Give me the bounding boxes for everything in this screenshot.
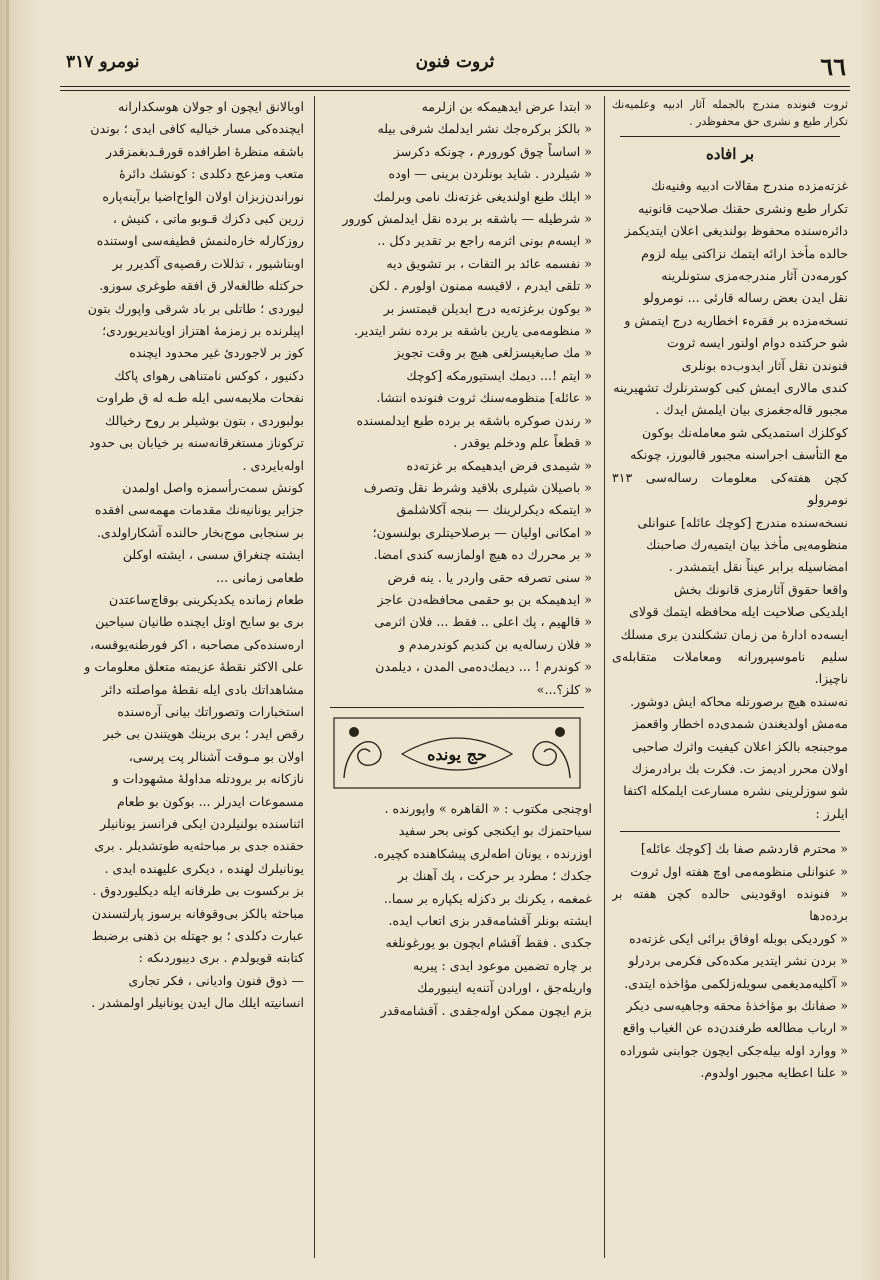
text-line: « ايسه‌م بونى اثرمه راجع بر تقدير دكل .. <box>377 233 592 249</box>
text-line: مسموعات ايدرلر ... بوكون بو طعام <box>117 793 304 809</box>
text-line: على الاكثر نقطهٔ عزيمته متعلق معلومات و <box>84 659 304 675</box>
text-line: برى بو سايح اوتل ايچنده طانيان سياحين <box>95 614 304 630</box>
text-line: حالده مأخذ ارائه ايتمك نزاكتى بيله لزوم <box>641 245 848 261</box>
text-line: نفحات ملايمه‌سى ايله طـه له ق طراوت <box>96 390 304 406</box>
text-line: موجبنجه بالكز اعلان كيفيت واثرك صاحبى <box>632 738 848 754</box>
text-line: « عائله] منظومه‌سنك ثروت فنونده انتشا. <box>376 390 592 406</box>
text-line: نازكانه بر برودتله مداولهٔ مشهودات و <box>112 771 304 787</box>
text-line: « شيلردر . شايد بونلردن برينى — اوده <box>388 166 592 182</box>
text-line: « ابتدا عرض ايدهيمكه بن ازلرمه <box>421 99 592 114</box>
text-line: غزته‌مزده مندرج مقالات ادبيه وفنيه‌نك <box>651 178 848 194</box>
text-line: رقص ايدر ؛ برى برينك هويتندن بى خبر <box>103 726 304 742</box>
page-header <box>60 52 850 86</box>
text-line: متعب ومزعج دكلدى : كونشك دائرهٔ <box>119 166 304 182</box>
text-line: حركتله طالغه‌لار ق افقه طوغرى سوزو. <box>99 278 304 294</box>
text-line: زرين كبى دكزك قـوبو ماتى ، كنيش ، <box>112 211 304 227</box>
text-line: اولان محرر اديمز ت. فكرت بك برادرمزك <box>631 760 848 776</box>
text-line: اوزرنده ، يونان اطه‌لرى پيشكاهنده كچيره. <box>373 845 592 861</box>
text-line: منظومه‌يى مأخذ بيان ايتميه‌رك صاحبنك <box>646 536 848 552</box>
right-finial-icon <box>555 727 565 737</box>
column-divider-left <box>314 96 315 1258</box>
right-column <box>612 96 848 1258</box>
text-line: « محترم قاردشم صفا بك [كوچك عائله] <box>640 841 848 857</box>
text-line: « قالهيم ، پك اعلى .. فقط ... فلان اثرمى <box>374 614 592 630</box>
text-line: مه‌مش اولديغندن شمدى‌ده اخطار واقعمز <box>632 716 848 732</box>
letter-divider <box>620 831 840 832</box>
ornamental-title-frame <box>322 714 592 792</box>
left-finial-icon <box>349 727 359 737</box>
text-line: « بالكز بركره‌جك نشر ايدلمك شرفى بيله <box>377 121 592 137</box>
text-line: « ارباب مطالعه طرفندن‌ده عن الغياب واقع <box>622 1020 848 1036</box>
text-line: اوبالانق ايچون او جولان هوسكدارانه <box>118 99 304 114</box>
right-scroll-ornament-icon <box>533 742 570 778</box>
text-line: بر سنجابى موج‌بخار حالنده آشكاراولدى. <box>96 524 304 540</box>
text-line: « شرطيله — باشقه بر برده نقل ايدلمش كورور <box>342 211 592 227</box>
header-rule <box>60 86 850 87</box>
text-line: باشقه منظرهٔ اطرافده قورقـدبغمزقدر <box>105 143 304 159</box>
text-line: « كوندرم ! ... ديمك‌ده‌مى المدن ، ديلمدن <box>375 659 592 675</box>
text-line: « امكانى اوليان — برصلاحيتلرى بولنسون؛ <box>372 524 592 540</box>
text-line: مع التأسف اجراسنه مجبور قالبورز، چونكه <box>630 447 848 463</box>
text-line: بر چاره تضمين موعود ايدى : پيريه <box>413 957 592 973</box>
text-line: دائره‌سنده محفوظ بولنديغى اعلان ايتديكمز <box>624 223 848 239</box>
text-line: « اساساً چوق كورورم ، چونكه دكرسز <box>393 143 592 159</box>
text-line: كورمه‌دن آثار مندرجه‌مزى ستونلرينه <box>661 268 848 284</box>
text-line: نسخه‌مزده بر فقره‌ء اخطاريه درج ايتمش و <box>624 312 848 328</box>
text-line: « نفسمه عائد بر التفات ، بر تشويق ديه <box>386 255 592 271</box>
text-line: اثناسنده بولنيلردن ايكى فرانسز يونانيلر <box>99 816 304 831</box>
text-line: « سنى تصرفه حقى واردر يا . ينه فرض <box>387 569 592 585</box>
quoted-letter <box>612 838 848 1084</box>
text-line: عبارت دكلدى ؛ بو جهتله بن ذهنى برضبط <box>91 928 304 944</box>
text-line: روزكارله خاره‌لنمش قطيفه‌سى اوستنده <box>96 233 304 249</box>
text-line: جكدك ؛ مطرد بر حركت ، پك آهنك بر <box>397 868 592 884</box>
note-divider <box>620 136 840 137</box>
text-line: كونش سمت‌رأسمزه واصل اولمدن <box>122 479 304 495</box>
text-line: شو سوزلرينى نشره مسارعت ايلمكله اكتفا <box>623 783 848 799</box>
text-line: بزم ايچون ممكن اوله‌جقدى . آقشامه‌قدر <box>380 1002 592 1018</box>
journal-title: ثروت فنون <box>415 52 495 72</box>
text-line: — ذوق فنون واديانى ، فكر تجارى <box>128 972 304 988</box>
text-line: ايچنده‌كى مسار خياليه كافى ايدى ؛ بوندن <box>90 121 304 137</box>
text-line: اره‌سنده‌كى مصاحبه ، اكر فورطنه‌يوقسه، <box>90 636 304 652</box>
text-line: « مك صايغيسزلغى هيچ بر وقت تجويز <box>394 345 592 361</box>
text-line: « تلقى ايدرم ، لاقيسه ممنون اولورم . لكن <box>369 278 592 294</box>
text-line: بز بركسوت بى طرفانه ايله ديكليوردوق . <box>92 883 304 899</box>
text-line: مباحثه بالكز بى‌وقوفانه برسوز پارلتسندن <box>91 905 304 921</box>
text-line: نسخه‌سنده مندرج [كوچك عائله] عنوانلى <box>637 514 848 530</box>
text-line: « شيمدى فرض ايدهيمكه بر غزته‌ده <box>406 457 592 473</box>
text-line: ايسه‌ده ادارهٔ من زمان تشكلندن برى مسلك <box>620 626 848 642</box>
text-line: « صفانك بو مؤاخذهٔ محقه وجاهيه‌سى ديكر <box>626 998 848 1014</box>
text-line: دكنيور ، كوكس نامتناهى رهواى پاكك <box>114 367 304 383</box>
text-line: « كورديكى بوبله اوفاق برائى ايكى غزته‌ده <box>629 930 848 946</box>
text-line: سليم ناموسپرورانه ومعاملات متقابله‌ى ناچيزا. <box>612 648 848 687</box>
column-divider-right <box>604 96 605 1258</box>
text-line: كچن هفته‌كى معلومات رساله‌سى ٣١٣ نومرولو <box>612 469 848 508</box>
text-line: واقعا حقوق آثارمزى قانونك بخش <box>673 581 848 597</box>
text-line: « بردن نشر ايتدير مكده‌كى فكرمى بردرلو <box>628 953 848 969</box>
quoted-letter-continued <box>322 96 592 701</box>
announcement-text <box>612 175 848 825</box>
text-line: مشاهداتك بادى ايله نقطهٔ مواصلته دائر <box>101 681 304 697</box>
announcement-heading: بر افاده <box>705 145 755 163</box>
section-divider <box>330 707 584 708</box>
text-line: « باصيلان شيلرى بلاقيد وشرط نقل وتصرف <box>363 479 592 495</box>
text-line: ايشته بونلر آقشامه‌قدر بزى اتعاب ايده. <box>388 913 592 928</box>
page-binding-shadow <box>6 0 9 1280</box>
left-scroll-ornament-icon <box>344 742 381 778</box>
text-line: كتابته قويولدم . برى ديبوردىكه : <box>138 950 304 966</box>
text-line: استخبارات وتصوراتك بيانى آره‌سنده <box>117 703 304 719</box>
text-line: « فلان رساله‌يه بن كنديم كوندرمدم و <box>398 636 592 652</box>
text-line: ايشته چنغراق سسى ، ايشته اوكلن <box>122 547 304 563</box>
text-line: « ايتمكه ديكرلرينك — بنجه آكلاشلمق <box>396 502 592 518</box>
text-line: « ايتم !... ديمك ايستيورمكه [كوچك <box>406 367 592 383</box>
middle-column <box>322 96 592 1258</box>
text-line: طعام زمانده يكديكرينى بوقاچ‌ساعتدن <box>109 591 304 607</box>
text-line: طعامى زمانى ... <box>216 569 304 585</box>
text-line: انسانيته ايلك مال ايدن يونانيلر اولمشدر . <box>91 995 304 1011</box>
text-line: نه‌سنده هيچ برصورتله محاكه ايش دوشور. <box>630 693 848 709</box>
text-line: حقنده جدى بر مباحثه‌يه طوتشديلر . برى <box>94 838 304 854</box>
travel-letter-continued <box>60 96 304 1015</box>
text-line: سياحتمزك بو ايكنجى كونى بحر سفيد <box>398 823 592 839</box>
text-line: « رندن صوكره باشقه بر برده طبع ايدلمسنده <box>356 412 592 428</box>
text-line: بولبوردى ، بتون بوشيلر بر روح رخيالك <box>104 412 304 428</box>
text-line: كندى مالارى ايمش كبى كوسترنلرك تشهيرينه <box>613 380 848 396</box>
text-line: اولان بو مـوقت آشنالر پت پرسى، <box>128 748 304 764</box>
text-line: « فنونده اوقودينى حالده كچن هفته بر برده‌دها <box>612 886 848 924</box>
text-line: « آكليه‌مديغمى سويله‌زلكمى مؤاخذه ايتدى. <box>624 975 848 991</box>
text-line: « منظومه‌مى يارين باشقه بر برده نشر ايتدير. <box>353 323 592 339</box>
text-line: اوبناشيور ، تذللات رقصيه‌ى آكديرر بر <box>112 255 304 271</box>
text-line: جزاير يونانيه‌نك مقدمات مهمه‌سى افقده <box>94 502 304 518</box>
text-line: نوراندن‌زبزان اولان الواح‌اضيا برآينه‌پاره‌ <box>102 188 304 204</box>
text-line: تركوناز مستغرقانه‌سنه بر خيابان بى حدود <box>89 435 304 451</box>
left-column <box>60 96 304 1258</box>
page-number: ٦٦ <box>820 52 846 81</box>
text-line: كوز بر لاجوردىٔ غير محدود ايچنده <box>129 345 304 361</box>
text-line: ايلديكى صلاحيت ايله محافظه ايتمك قولاى <box>629 604 848 620</box>
text-line: مجبور قاله‌جغمزى بيان ايلمش ايدك . <box>655 402 848 418</box>
issue-number: نومرو ٣١٧ <box>66 52 140 72</box>
text-line: « علنا اعطايه مجبور اولدوم. <box>700 1065 848 1081</box>
text-line: تكرار طبع ونشرى حقنك صلاحيت قانونيه <box>638 200 848 216</box>
text-line: اوله‌بايردى . <box>242 457 304 473</box>
letter-dateline: اوچنجى مكتوب : « القاهره » واپورنده . <box>384 800 592 816</box>
text-line: يونانيلرك لهنده ، ديكرى عليهنده ايدى . <box>104 860 304 876</box>
text-line: كوكلزك استمديكى شو معامله‌نك بوكون <box>642 424 848 440</box>
text-line: فنوندن نقل آثار ايدوب‌ده بونلرى <box>681 357 848 373</box>
ornament-svg <box>332 714 582 792</box>
text-line: « ايدهيمكه بن بو حقمى محافظه‌دن عاجز <box>377 591 592 607</box>
text-line: « قطعاً علم ودخلم يوقدر . <box>453 435 592 451</box>
text-line: « بوكون برغزته‌يه درج ايديلن قيمتسز بر <box>383 300 592 316</box>
text-line: ليوردى ؛ طاتلى بر باد شرقى واپورك بتون <box>87 300 304 316</box>
text-line: امضاسيله برابر عيناً نقل ايتمشدر . <box>668 559 848 575</box>
copyright-note: ثروت فنونده مندرج بالجمله آثار ادبيه وعلميه‌نك تكرار طبع و نشرى حق محفوظدر . <box>612 98 848 128</box>
section-title: حج يونده <box>427 744 487 764</box>
text-line: « بر محررك ده هيچ اولمازسه كندى امضا. <box>373 547 592 563</box>
text-line: « عنوانلى منظومه‌مى اوچ هفته اول ثروت <box>630 863 848 879</box>
text-line: اپيلرنده بر زمزمهٔ اهتزاز اويانديريوردى؛ <box>102 323 304 339</box>
text-line: نقل ايدن بعض رساله قارئى ... نومرولو <box>643 290 848 306</box>
travel-letter-text <box>322 820 592 1022</box>
text-line: شو حركتده دوام اولنور ايسه ثروت <box>667 335 848 351</box>
text-line: واريله‌جق ، اورادن آتنه‌يه اينيورمك <box>417 980 592 996</box>
text-line: ايلرز : <box>815 805 848 821</box>
text-line: « كلز؟...» <box>536 681 592 697</box>
text-line: غمغمه ، يكرنك بر دكزله يكپاره بر سما.. <box>383 890 592 906</box>
text-line: جكدى . فقط آقشام ايچون بو يورغونلغه <box>385 935 592 951</box>
header-rule-thin <box>60 90 850 91</box>
text-line: « ووارد اوله بيله‌جكى ايچون جوابنى شوراده <box>619 1042 848 1058</box>
text-line: « ايلك طبع اولنديغى غزته‌نك نامى وبرلمك <box>373 188 592 204</box>
